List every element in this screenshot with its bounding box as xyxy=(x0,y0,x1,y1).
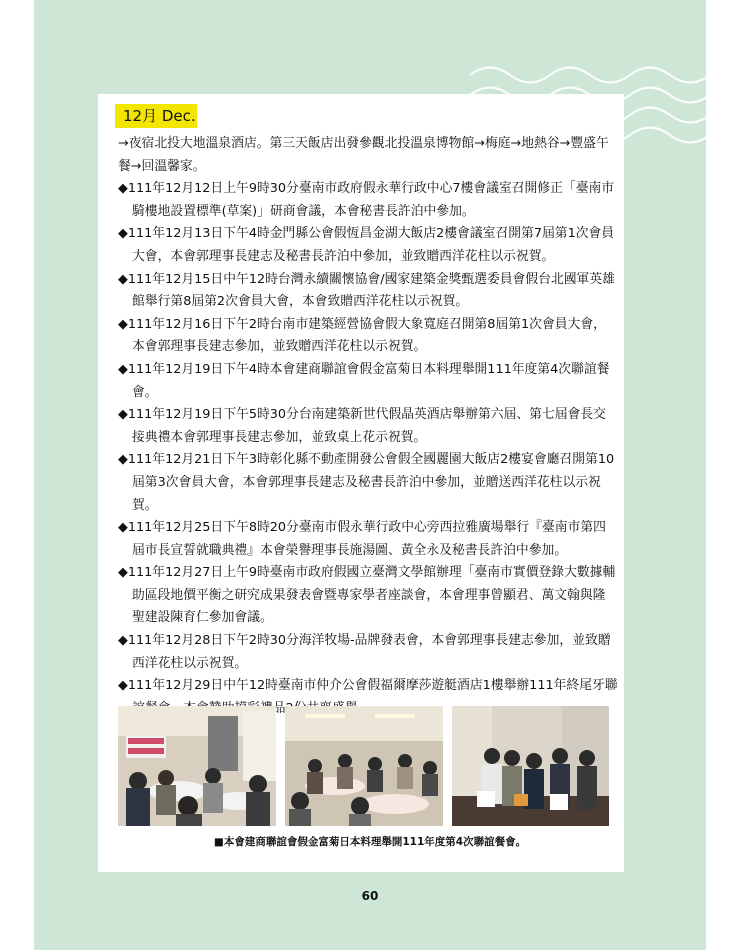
month-tag: 12月 Dec. xyxy=(115,104,197,128)
event-entry: ◆111年12月19日下午4時本會建商聯誼會假金富菊日本料理舉開111年度第4次聯誼餐會。 xyxy=(118,361,610,400)
event-entry: ◆111年12月15日中午12時台灣永續關懷協會/國家建築金獎甄選委員會假台北國軍英雄館舉行第8屆第2次會員大會，本會致贈西洋花柱以示祝賀。 xyxy=(118,271,615,310)
event-list xyxy=(118,133,618,720)
event-entry: ◆111年12月16日下午2時台南市建築經營協會假大象寬庭召開第8屆第1次會員大會，本會郭理事長建志參加，並致贈西洋花柱以示祝賀。 xyxy=(118,316,606,355)
event-entry: ◆111年12月12日上午9時30分臺南市政府假永華行政中心7樓會議室召開修正「臺南市騎樓地設置標準(草案)」研商會議，本會秘書長許泊中參加。 xyxy=(118,181,615,219)
event-entry: ◆111年12月25日下午8時20分臺南市假永華行政中心旁西拉雅廣場舉行『臺南市第四屆市長宣誓就職典禮』本會榮譽理事長施湯圖、黃全永及秘書長許泊中參加。 xyxy=(118,520,606,558)
event-photo-2 xyxy=(285,706,443,826)
event-entry: ◆111年12月29日中午12時臺南市仲介公會假福爾摩莎遊艇酒店1樓舉辦111年終尾牙聯 品2 xyxy=(118,678,618,716)
photo-caption: ■本會建商聯誼會假金富菊日本料理舉開111年度第4次聯誼餐會。 xyxy=(213,836,527,848)
event-entry: ◆111年12月21日下午3時彰化縣不動產開發公會假全國麗園大飯店2樓宴會廳召開第10屆第3次會員大會，本會郭理事長建志及秘書長許泊中參加，並贈送西洋花柱以示祝賀。 xyxy=(118,452,615,513)
event-entry: ◆111年12月27日上午9時臺南市政府假國立臺灣文學館辦理「臺南市實價登錄大數據輔助區段地價平衡之研究成果發表會暨專家學者座談會，本會理事曾顯君、萬文翰與隆聖建設陳育仁參加會議。 xyxy=(118,565,616,626)
page-number: 60 xyxy=(361,889,379,903)
event-entry: ◆111年12月28日下午2時30分海洋牧場-品牌發表會，本會郭理事長建志參加，並致贈西洋花柱以示祝賀。 xyxy=(118,633,611,671)
event-photo-3 xyxy=(452,706,609,826)
continuation-text: →夜宿北投大地溫泉酒店。第三天飯店出發參觀北投溫泉博物館→梅庭→地熱谷→豐盛午餐→回溫馨家。 xyxy=(118,136,609,174)
event-entry: ◆111年12月19日下午5時30分台南建築新世代假晶英酒店舉辦第六屆、第七屆會長交接典禮本會郭理事長建志參加，並致桌上花示祝賀。 xyxy=(118,407,606,445)
event-entry: ◆111年12月13日下午4時金門縣公會假恆昌金湖大飯店2樓會議室召開第7屆第1次會員大會，本會郭理事長建志及秘書長許泊中參加，並致贈西洋花柱以示祝賀。 xyxy=(118,226,615,264)
event-photo-1 xyxy=(118,706,276,826)
